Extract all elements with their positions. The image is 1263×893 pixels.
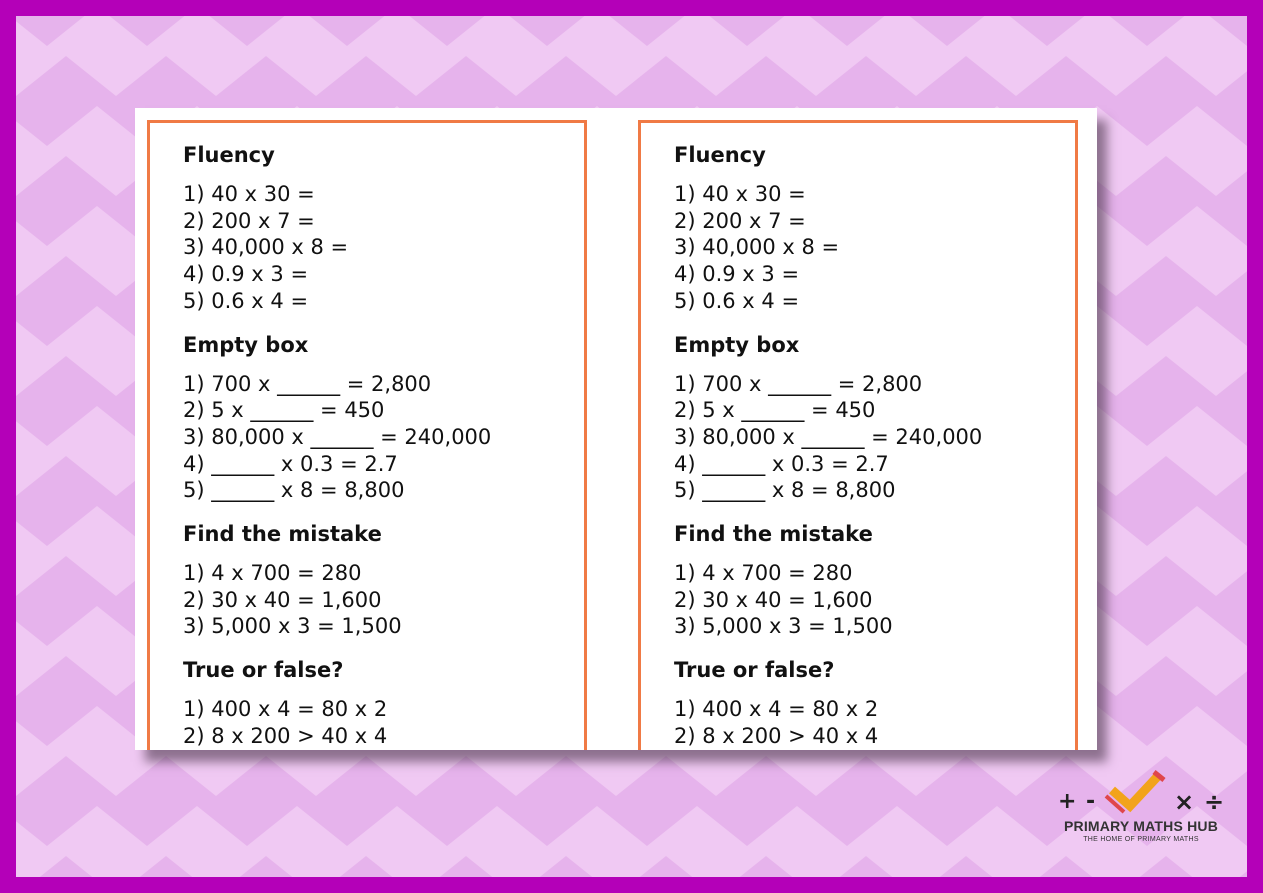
question-item: 1) 400 x 4 = 80 x 2 <box>183 697 388 722</box>
divide-symbol: ÷ <box>1204 788 1225 816</box>
section-title: Find the mistake <box>674 522 873 547</box>
question-item: 5) ______ x 8 = 8,800 <box>674 478 896 503</box>
checkmark-pencil-icon <box>1106 772 1164 812</box>
section-title: Find the mistake <box>183 522 382 547</box>
primary-maths-hub-logo <box>1046 768 1236 848</box>
card-content <box>641 123 1075 750</box>
question-item: 1) 40 x 30 = <box>674 182 806 206</box>
section-title: Fluency <box>183 143 275 167</box>
question-item: 2) 5 x ______ = 450 <box>183 398 385 423</box>
chevron-stripe <box>16 856 1247 877</box>
question-item: 1) 400 x 4 = 80 x 2 <box>674 697 879 722</box>
question-list <box>674 696 1075 749</box>
question-item: 3) 5,000 x 3 = 1,500 <box>674 614 893 639</box>
question-list <box>183 560 584 640</box>
question-item: 4) ______ x 0.3 = 2.7 <box>674 451 889 476</box>
logo-title: PRIMARY MATHS HUB <box>1063 818 1219 834</box>
question-item: 3) 80,000 x ______ = 240,000 <box>183 424 492 449</box>
section-title: Empty box <box>674 332 800 357</box>
question-item: 2) 8 x 200 > 40 x 4 <box>674 723 879 748</box>
question-item: 5) 0.6 x 4 = <box>674 288 800 313</box>
question-item: 2) 5 x ______ = 450 <box>674 398 876 423</box>
multiply-symbol: × <box>1174 788 1195 816</box>
question-list <box>674 181 1075 315</box>
minus-symbol: - <box>1086 789 1096 814</box>
section-title: True or false? <box>674 658 835 683</box>
question-list <box>674 371 1075 505</box>
section-title: Fluency <box>674 143 766 167</box>
question-list <box>183 181 584 315</box>
card-content <box>150 123 584 750</box>
worksheet-sheet <box>135 108 1097 750</box>
section-title: Empty box <box>183 332 309 357</box>
question-item: 2) 200 x 7 = <box>183 208 315 233</box>
question-list <box>674 560 1075 640</box>
logo-icon <box>1046 768 1236 818</box>
question-item: 3) 40,000 x 8 = <box>183 235 349 260</box>
question-item: 2) 30 x 40 = 1,600 <box>674 587 873 612</box>
question-item: 1) 4 x 700 = 280 <box>183 561 362 586</box>
question-list <box>183 696 584 749</box>
worksheet-card-right <box>638 120 1078 750</box>
question-item: 2) 200 x 7 = <box>674 208 806 233</box>
question-item: 1) 4 x 700 = 280 <box>674 561 853 586</box>
question-item: 3) 80,000 x ______ = 240,000 <box>674 424 983 449</box>
question-item: 5) 0.6 x 4 = <box>183 288 309 313</box>
question-item: 2) 30 x 40 = 1,600 <box>183 587 382 612</box>
question-item: 4) 0.9 x 3 = <box>674 262 800 287</box>
logo-subtitle: THE HOME OF PRIMARY MATHS <box>1083 836 1199 843</box>
question-item: 3) 5,000 x 3 = 1,500 <box>183 614 402 639</box>
question-item: 1) 700 x ______ = 2,800 <box>183 371 432 396</box>
question-item: 3) 40,000 x 8 = <box>674 235 840 260</box>
question-item: 5) ______ x 8 = 8,800 <box>183 478 405 503</box>
question-item: 4) ______ x 0.3 = 2.7 <box>183 451 398 476</box>
question-list <box>183 371 584 505</box>
worksheet-card-left <box>147 120 587 750</box>
chevron-stripe <box>16 16 1247 46</box>
section-title: True or false? <box>183 658 344 683</box>
question-item: 2) 8 x 200 > 40 x 4 <box>183 723 388 748</box>
question-item: 1) 40 x 30 = <box>183 182 315 206</box>
plus-symbol: + <box>1058 789 1077 814</box>
background-panel <box>16 16 1247 877</box>
question-item: 4) 0.9 x 3 = <box>183 262 309 287</box>
question-item: 1) 700 x ______ = 2,800 <box>674 371 923 396</box>
